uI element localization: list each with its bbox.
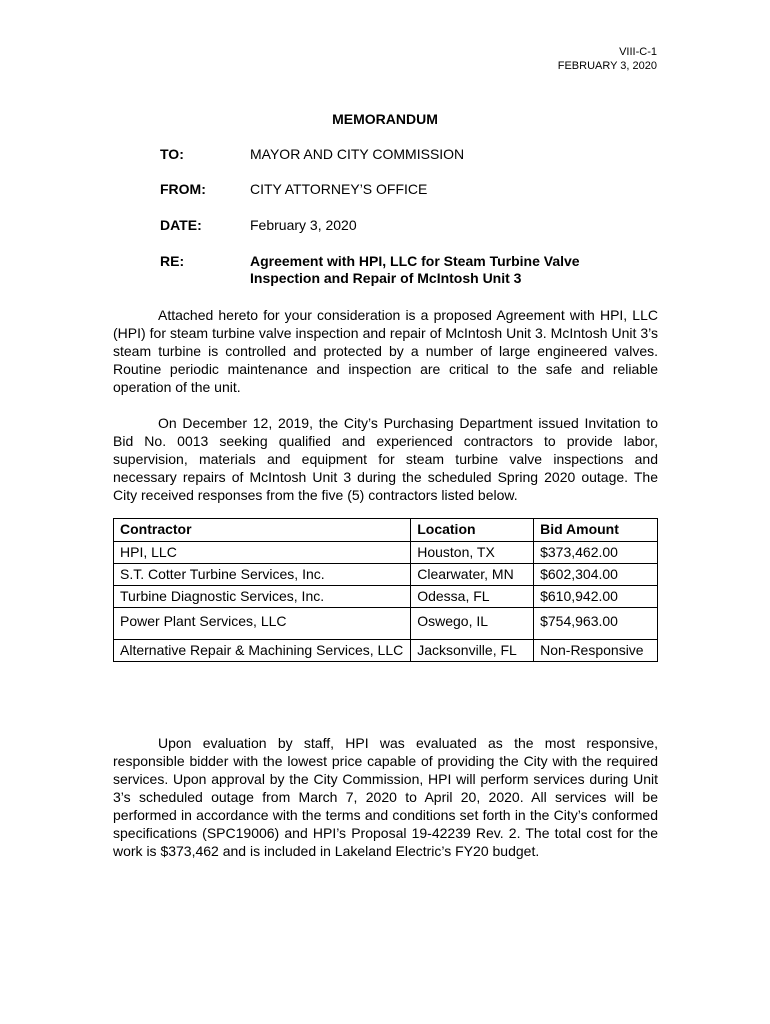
re-label: RE:: [160, 253, 185, 269]
header-contractor: Contractor: [114, 519, 411, 542]
memo-title: MEMORANDUM: [332, 111, 438, 127]
table-row: [114, 586, 658, 608]
table-row: [114, 542, 658, 564]
doc-ref-code: VIII-C-1: [619, 46, 657, 58]
cell-location: Houston, TX: [411, 542, 534, 564]
cell-amount: $602,304.00: [534, 564, 658, 586]
cell-amount: $610,942.00: [534, 586, 658, 608]
table-row: [114, 640, 658, 662]
to-label: TO:: [160, 146, 184, 162]
from-value: CITY ATTORNEY’S OFFICE: [250, 181, 428, 197]
cell-contractor: Power Plant Services, LLC: [114, 608, 411, 640]
document-reference: [558, 45, 657, 73]
re-subject: [250, 253, 650, 287]
re-subject-line-2: Inspection and Repair of McIntosh Unit 3: [250, 270, 522, 286]
from-label: FROM:: [160, 181, 206, 197]
doc-ref-date: FEBRUARY 3, 2020: [557, 60, 657, 72]
table-row: [114, 608, 658, 640]
cell-location: Oswego, IL: [411, 608, 534, 640]
re-subject-line-1: Agreement with HPI, LLC for Steam Turbine Valve: [250, 253, 580, 269]
cell-contractor: Alternative Repair & Machining Services, LLC: [114, 640, 411, 662]
cell-location: Jacksonville, FL: [411, 640, 534, 662]
cell-amount: Non-Responsive: [534, 640, 658, 662]
header-location: Location: [411, 519, 534, 542]
table-row: [114, 564, 658, 586]
bid-table: [113, 518, 658, 662]
header-bid-amount: Bid Amount: [534, 519, 658, 542]
to-value: MAYOR AND CITY COMMISSION: [250, 146, 465, 162]
cell-contractor: Turbine Diagnostic Services, Inc.: [114, 586, 411, 608]
cell-contractor: HPI, LLC: [114, 542, 411, 564]
paragraph-intro: Attached hereto for your consideration is a proposed Agreement with HPI, LLC (HPI) for steam turbine valve inspection and repair of McIntosh Unit 3. McIntosh Unit 3’s steam turbine is controlled and protected by a number of large engineered valves. Routine periodic maintenance and inspection are critical to the safe and reliable operation of the unit.: [113, 307, 658, 395]
cell-amount: $373,462.00: [534, 542, 658, 564]
cell-location: Odessa, FL: [411, 586, 534, 608]
paragraph-evaluation: Upon evaluation by staff, HPI was evaluated as the most responsive, responsible bidder with the lowest price capable of providing the City with the required services. Upon approval by the City Commission, HPI will perform services during Unit 3’s scheduled outage from March 7, 2020 to April 20, 2020. All services will be performed in accordance with the terms and conditions set forth in the City’s conformed specifications (SPC19006) and HPI’s Proposal 19-42239 Rev. 2. The total cost for the work is $373,462 and is included in Lakeland Electric’s FY20 budget.: [113, 735, 658, 859]
bid-table-header-row: [114, 519, 658, 542]
cell-location: Clearwater, MN: [411, 564, 534, 586]
paragraph-bid-process: On December 12, 2019, the City’s Purchasing Department issued Invitation to Bid No. 0013 seeking qualified and experienced contractors to provide labor, supervision, materials and equipment for steam turbine valve inspections and necessary repairs of McIntosh Unit 3 during the scheduled Spring 2020 outage. The City received responses from the five (5) contractors listed below.: [113, 415, 658, 503]
date-label: DATE:: [160, 217, 202, 233]
cell-amount: $754,963.00: [534, 608, 658, 640]
cell-contractor: S.T. Cotter Turbine Services, Inc.: [114, 564, 411, 586]
date-value: February 3, 2020: [250, 217, 357, 233]
